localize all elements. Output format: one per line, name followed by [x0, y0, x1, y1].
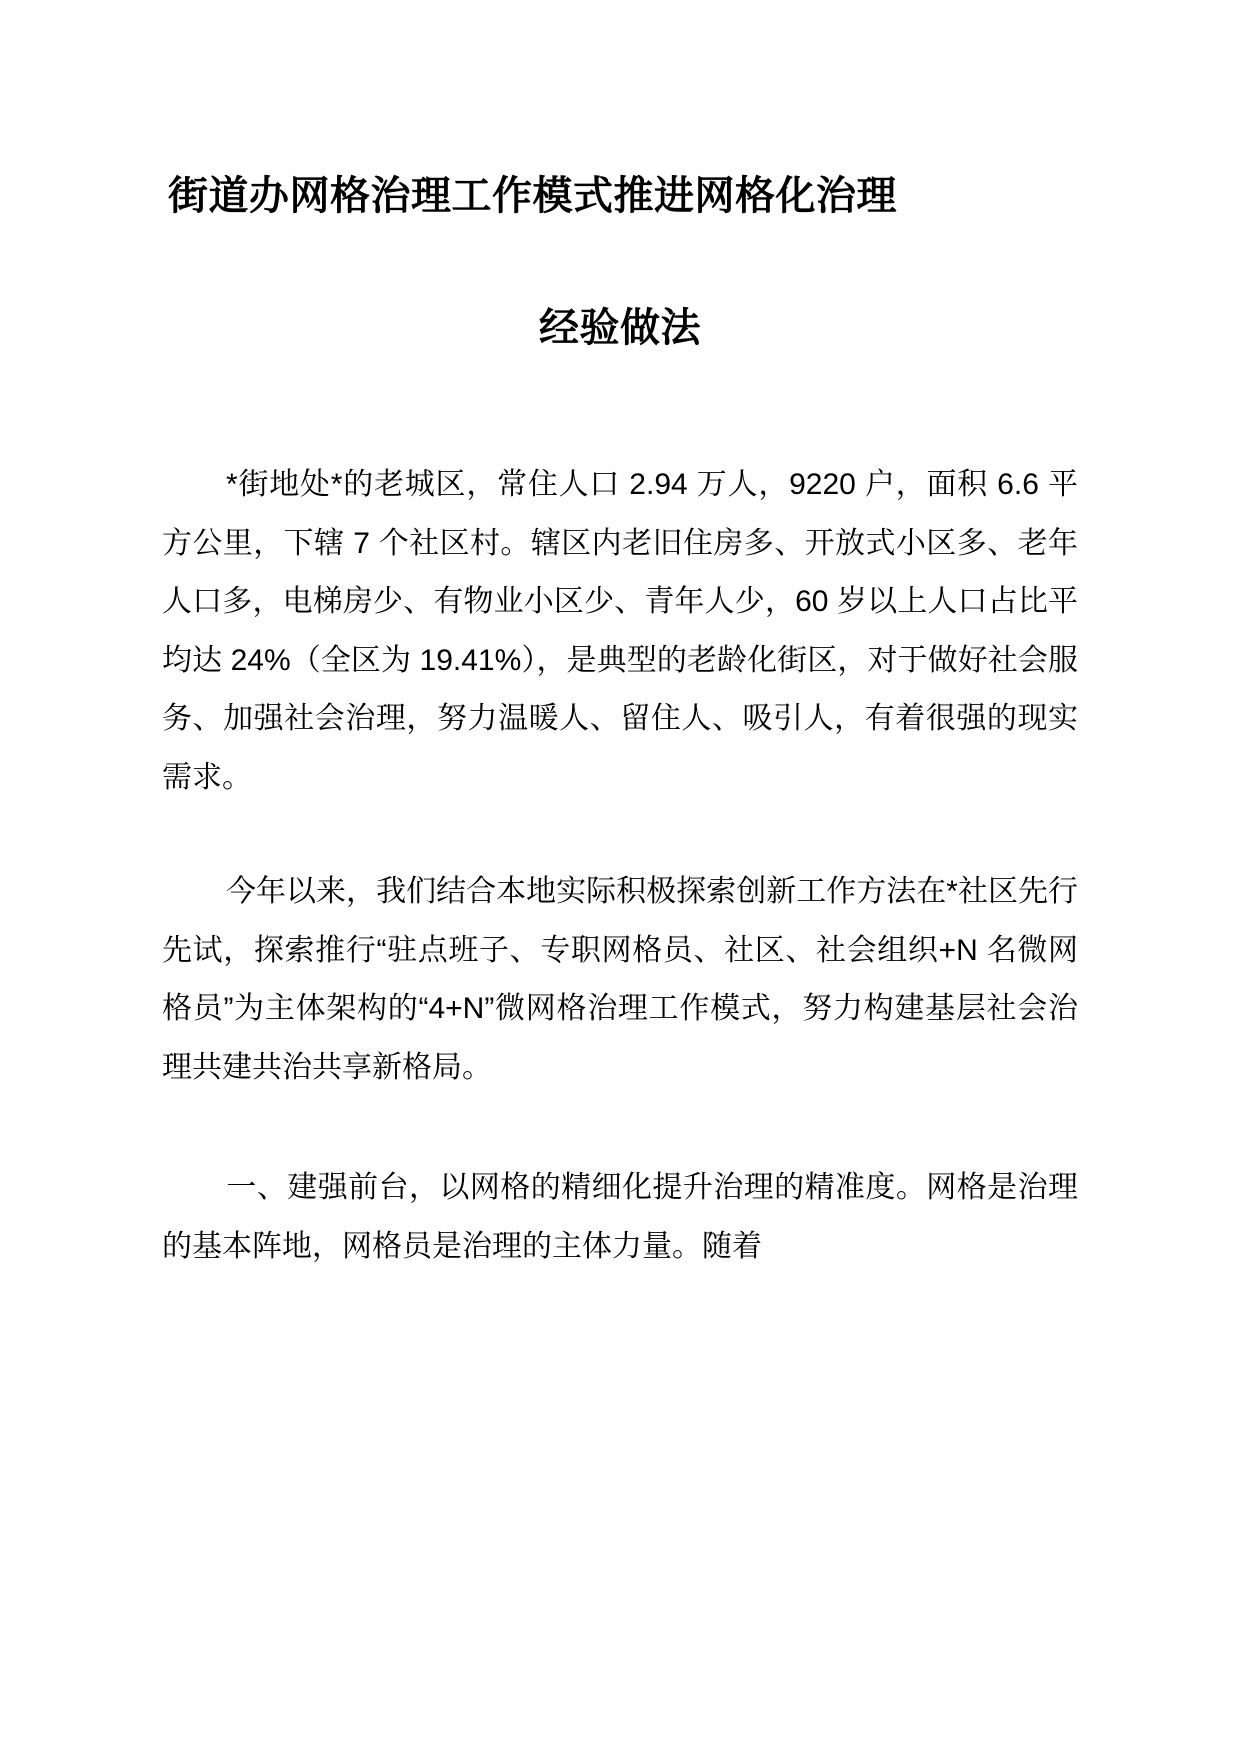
paragraph-overview [162, 456, 1078, 807]
paragraph-approach [162, 863, 1078, 1097]
paragraph-section-one [162, 1159, 1078, 1276]
paragraph-overview-text: *街地处*的老城区，常住人口 2.94 万人，9220 户，面积 6.6 平方公里，下辖 7 个社区村。辖区内老旧住房多、开放式小区多、老年人口多，电梯房少、有物业小区少、青年人少，60 岁以上人口占比平均达 24%（全区为 19.41%），是典型的老龄化街区，对于做好社会服务、加强社会治理，努力温暖人、留住人、吸引人，有着很强的现实需求。 [162, 468, 1078, 794]
document-title-line-2: 经验做法 [539, 306, 701, 350]
document-body [162, 0, 1078, 1276]
paragraph-approach-text: 今年以来，我们结合本地实际积极探索创新工作方法在*社区先行先试，探索推行“驻点班子、专职网格员、社区、社会组织+N 名微网格员”为主体架构的“4+N”微网格治理工作模式，努力构建基层社会治理共建共治共享新格局。 [162, 875, 1078, 1084]
document-title-line-1: 街道办网格治理工作模式推进网格化治理 [168, 174, 897, 218]
paragraph-section-one-text: 一、建强前台，以网格的精细化提升治理的精准度。网格是治理的基本阵地，网格员是治理的主体力量。随着 [162, 1171, 1078, 1263]
